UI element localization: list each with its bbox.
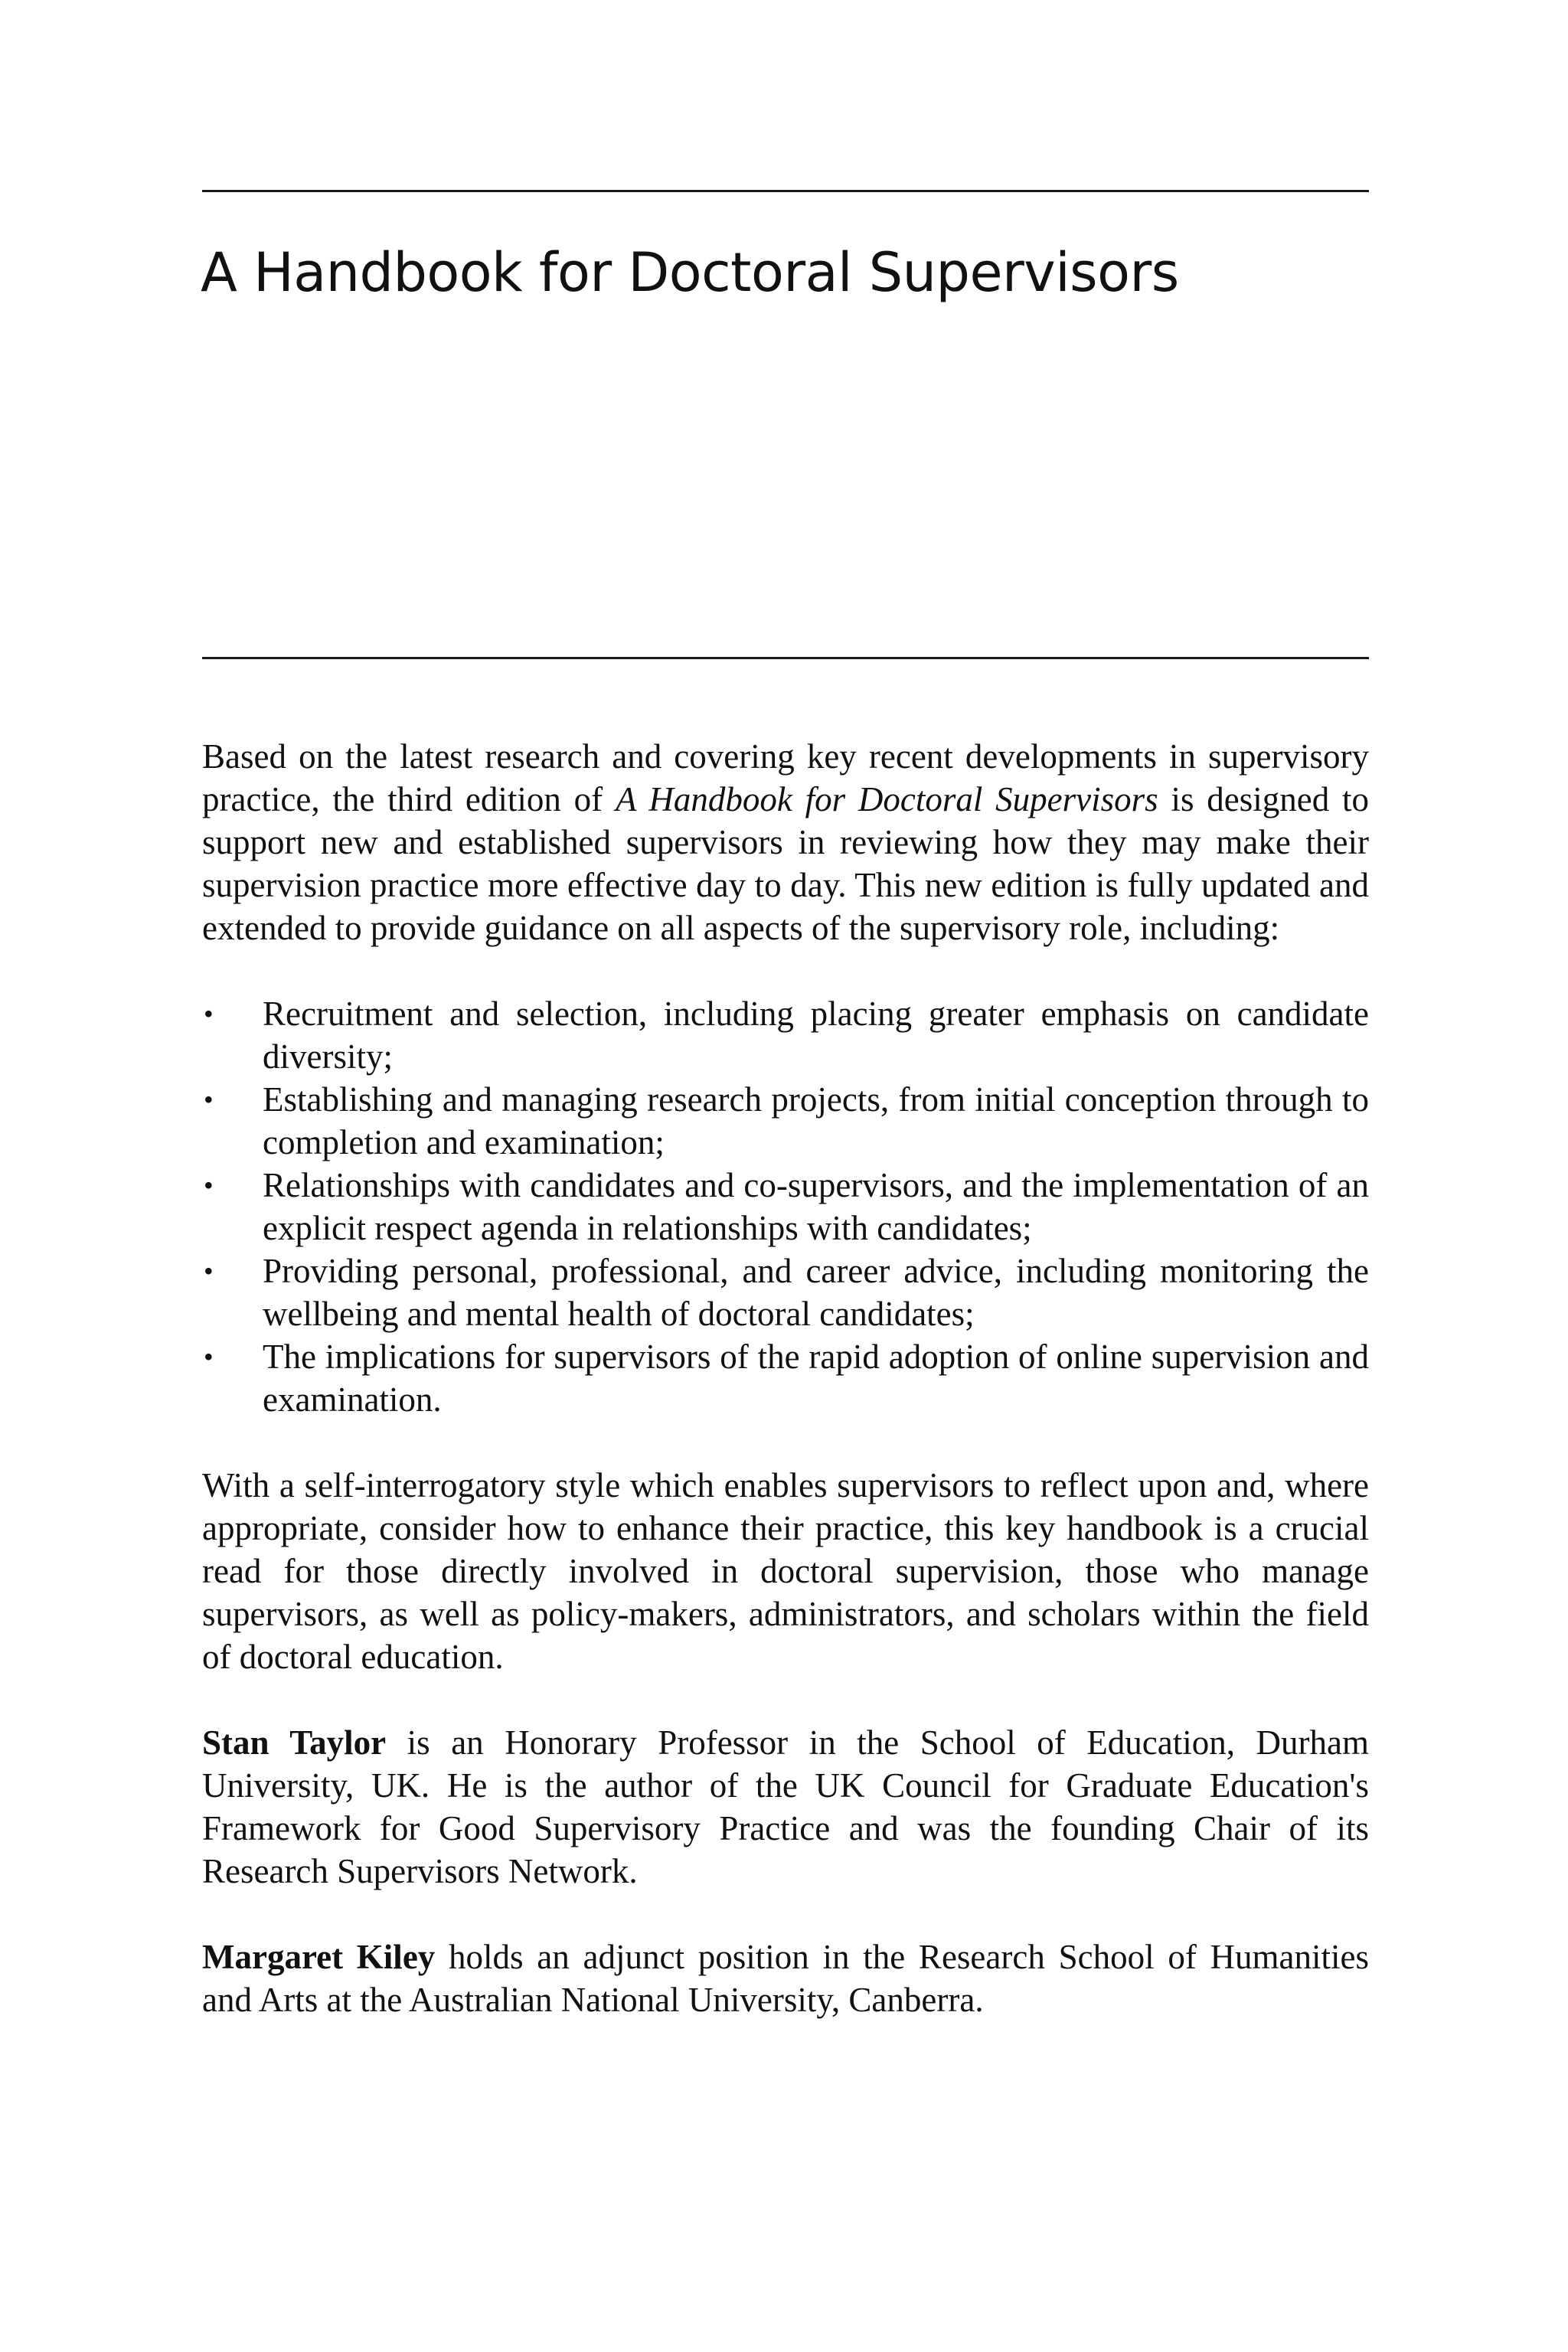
author-bio-margaret-kiley [202,1936,1369,2021]
top-rule [202,190,1369,192]
topics-list [202,992,1369,1421]
author-name: Stan Taylor [202,1723,387,1762]
list-item-text: Establishing and managing research projects, from initial conception through to completion and examination; [263,1080,1369,1161]
intro-paragraph [202,735,1369,949]
list-item-text: Relationships with candidates and co-supervisors, and the implementation of an explicit respect agenda in relationships with candidates; [263,1166,1369,1247]
bullet-icon: • [204,1084,214,1115]
intro-book-title: A Handbook for Doctoral Supervisors [615,780,1158,818]
list-item [202,1078,1369,1164]
list-item-text: Providing personal, professional, and career advice, including monitoring the wellbeing and mental health of doctoral candidates; [263,1252,1369,1333]
list-item [202,1335,1369,1421]
page-title: A Handbook for Doctoral Supervisors [201,241,1179,304]
list-item [202,1164,1369,1250]
intro-text-start: Based on the latest research and covering key recent developments in supervisory practice, the third edition of [202,737,1369,818]
author-bio-text: is an Honorary Professor in the School of Education, Durham University, UK. He is the author of the UK Council for Graduate Education's Framework for Good Supervisory Practice and was the founding Chair of its Research Supervisors Network. [202,1723,1369,1890]
list-item-text: The implications for supervisors of the rapid adoption of online supervision and examination. [263,1338,1369,1419]
bullet-icon: • [204,1256,214,1286]
author-bio-stan-taylor [202,1721,1369,1893]
list-item [202,1250,1369,1335]
middle-rule [202,657,1369,659]
intro-text-end: is designed to support new and established supervisors in reviewing how they may make their supervision practice more effective day to day. This new edition is fully updated and extended to provide guidance on all aspects of the supervisory role, including: [202,780,1369,947]
list-item-text: Recruitment and selection, including placing greater emphasis on candidate diversity; [263,995,1369,1076]
list-item [202,992,1369,1078]
closing-paragraph: With a self-interrogatory style which enables supervisors to reflect upon and, where appropriate, consider how to enhance their practice, this key handbook is a crucial read for those directly involved in doctoral supervision, those who manage supervisors, as well as policy-makers, administrators, and scholars within the field of doctoral education. [202,1466,1369,1676]
description-body [202,735,1369,2021]
bullet-icon: • [204,1341,214,1372]
bullet-icon: • [204,998,214,1029]
bullet-icon: • [204,1170,214,1200]
author-bio-text: holds an adjunct position in the Research School of Humanities and Arts at the Australian National University, Canberra. [202,1938,1370,2019]
author-name: Margaret Kiley [202,1938,436,1976]
